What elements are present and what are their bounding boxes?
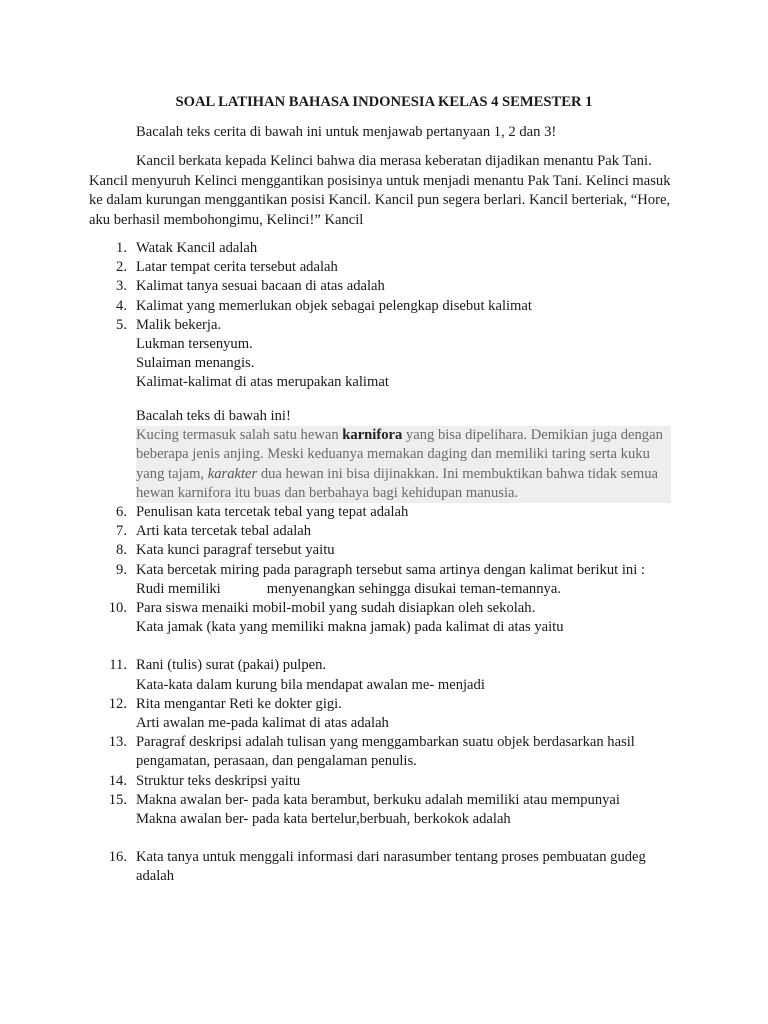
spacer bbox=[0, 829, 768, 848]
story-instruction: Bacalah teks cerita di bawah ini untuk menjawab pertanyaan 1, 2 dan 3! bbox=[136, 124, 557, 140]
question-16: 16. Kata tanya untuk menggali informasi dari narasumber tentang proses pembuatan gudeg adalah bbox=[108, 849, 646, 885]
bold-word: karnifora bbox=[342, 427, 403, 444]
question-12: 12. Rita mengantar Reti ke dokter gigi. Arti awalan me-pada kalimat di atas adalah bbox=[108, 695, 389, 731]
question-7: 7. Arti kata tercetak tebal adalah bbox=[116, 523, 312, 540]
question-4: 4. Kalimat yang memerlukan objek sebagai pelengkap disebut kalimat bbox=[116, 297, 532, 314]
question-13: 13. Paragraf deskripsi adalah tulisan yang menggambarkan suatu objek berdasarkan hasil pengamatan, perasaan, dan pengalaman penulis. bbox=[108, 734, 635, 770]
reading-instruction: Bacalah teks di bawah ini! bbox=[136, 407, 291, 424]
story-paragraph: Kancil berkata kepada Kelinci bahwa dia merasa keberatan dijadikan menantu Pak Tani. Kancil menyuruh Kelinci menggantikan posisinya untuk menjadi menantu Pak Tani. Kelinci masuk ke dalam kurungan menggantikan posisi Kancil. Kancil pun segera berlari. Kancil berteriak, “Hore, aku berhasil membohongimu, Kelinci!” Kancil bbox=[89, 153, 671, 228]
question-11: 11. Rani (tulis) surat (pakai) pulpen. Kata-kata dalam kurung bila mendapat awalan me- menjadi bbox=[109, 657, 485, 693]
question-1: 1. Watak Kancil adalah bbox=[116, 240, 258, 256]
question-6: 6. Penulisan kata tercetak tebal yang tepat adalah bbox=[116, 503, 409, 520]
question-2: 2. Latar tempat cerita tersebut adalah bbox=[116, 259, 338, 276]
question-10: 10. Para siswa menaiki mobil-mobil yang sudah disiapkan oleh sekolah. Kata jamak (kata yang memiliki makna jamak) pada kalimat di atas yaitu bbox=[108, 599, 564, 636]
question-5-line: Lukman tersenyum. bbox=[136, 336, 253, 353]
question-5: 5. Malik bekerja. Lukman tersenyum. Sulaiman menangis. Kalimat-kalimat di atas merupakan kalimat bbox=[0, 316, 768, 393]
italic-word: karakter bbox=[207, 465, 258, 482]
reading-block bbox=[136, 407, 671, 503]
question-list bbox=[0, 239, 768, 887]
question-9: 9. Kata bercetak miring pada paragraph tersebut sama artinya dengan kalimat berikut ini : Rudi memiliki menyenangkan sehingga disukai teman-temannya. bbox=[116, 561, 645, 597]
question-5-line: Sulaiman menangis. bbox=[136, 355, 255, 372]
question-8: 8. Kata kunci paragraf tersebut yaitu bbox=[116, 542, 335, 559]
question-5-line: Kalimat-kalimat di atas merupakan kalimat bbox=[136, 374, 389, 391]
question-3: 3. Kalimat tanya sesuai bacaan di atas adalah bbox=[116, 278, 385, 295]
document-title: SOAL LATIHAN BAHASA INDONESIA KELAS 4 SEMESTER 1 bbox=[175, 94, 593, 110]
question-15: 15. Makna awalan ber- pada kata berambut, berkuku adalah memiliki atau mempunyai Makna awalan ber- pada kata bertelur,berbuah, berkokok adalah bbox=[108, 791, 620, 827]
question-5-line: Malik bekerja. bbox=[136, 316, 222, 333]
reading-passage: Kucing termasuk salah satu hewan karnifora yang bisa dipelihara. Demikian juga dengan beberapa jenis anjing. Meski keduanya memakan daging dan memiliki taring serta kuku yang tajam, karakter dua hewan ini bisa dijinakkan. Ini membuktikan bahwa tidak semua hewan karnifora itu buas dan berbahaya bagi kehidupan manusia. bbox=[136, 426, 671, 503]
question-14: 14. Struktur teks deskripsi yaitu bbox=[108, 772, 301, 789]
spacer bbox=[0, 637, 768, 656]
